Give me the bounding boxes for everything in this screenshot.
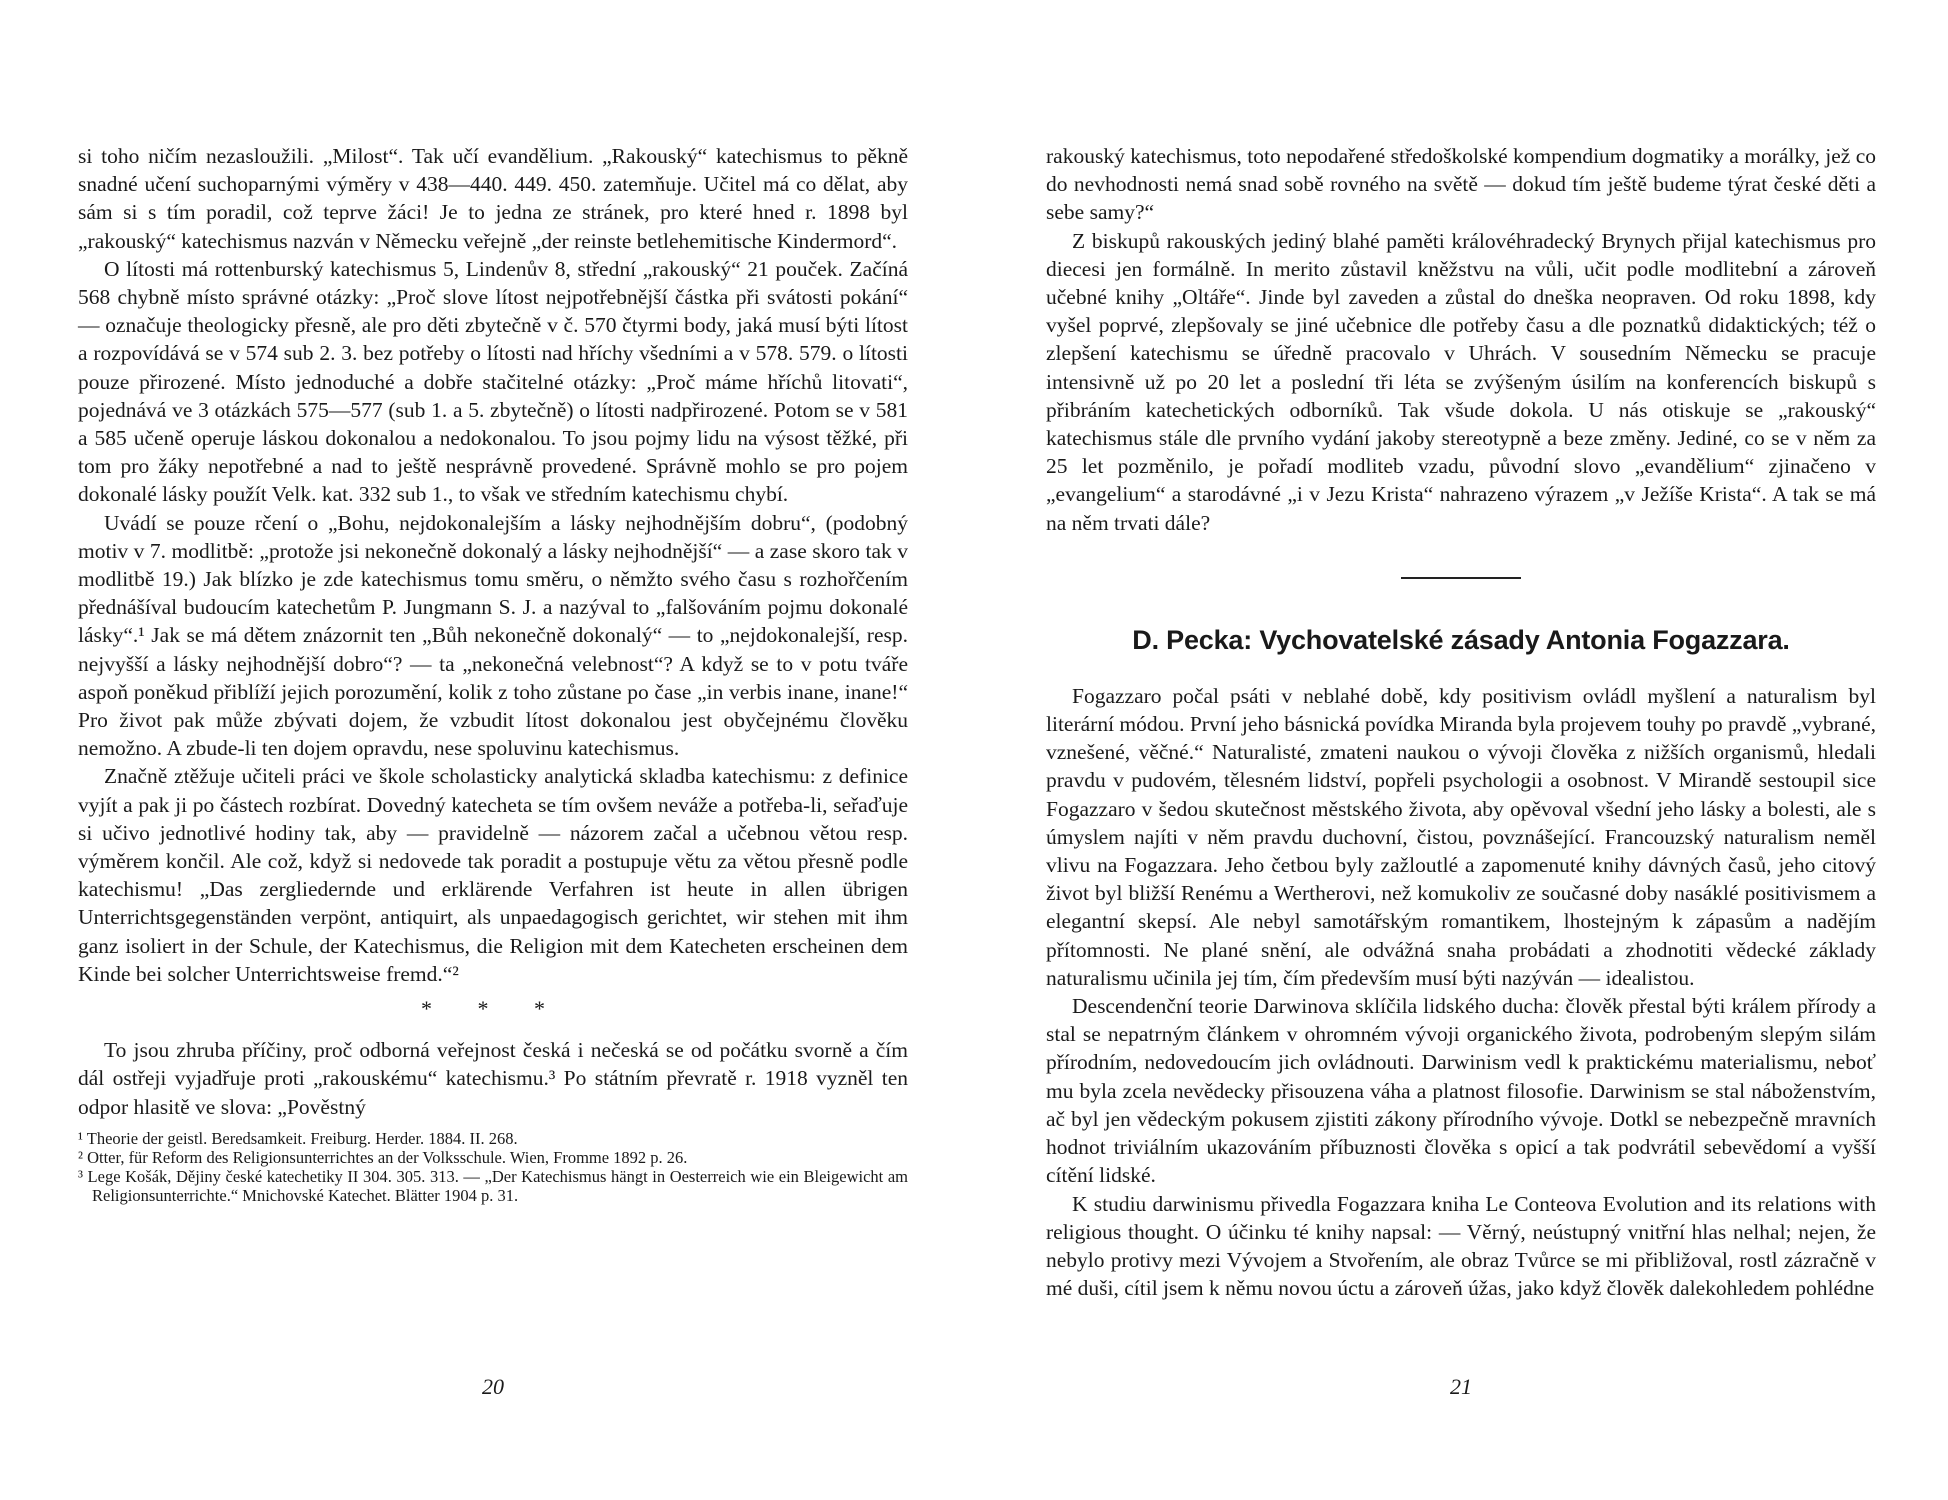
section-separator-stars: * * * [421, 996, 565, 1022]
left-paragraph-1: si toho ničím nezasloužili. „Milost“. Tak učí evandělium. „Rakouský“ katechismus to pěkně snadné učení suchoparnými výměry v 438—440. 449. 450. zatemňuje. Učitel má co dělat, aby sám si s tím poradil, což teprve žáci! Je to jedna ze stránek, pro které hned r. 1898 byl „rakouský“ katechismus nazván v Německu veřejně „der reinste betlehemitische Kindermord“. [78, 144, 908, 253]
article-title: D. Pecka: Vychovatelské zásady Antonia Fogazzara. [1132, 624, 1790, 655]
right-paragraph-5: K studiu darwinismu přivedla Fogazzara kniha Le Conteova Evolution and its relations with religious thought. O účinku té knihy napsal: — Věrný, neústupný vnitřní hlas nelhal; nejen, že nebylo protivy mezi Vývojem a Stvořením, ale obraz Tvůrce se mi přibližoval, rostl zázračně v mé duši, cítil jsem k němu novou úctu a zároveň úžas, jako když člověk dalekohledem pohlédne [1046, 1191, 1876, 1301]
right-paragraph-2: Z biskupů rakouských jediný blahé paměti královéhradecký Brynych přijal katechismus pro diecesi jen formálně. In merito zůstavil kněžstvu na vůli, učit podle modlitební a zároveň učebné knihy „Oltáře“. Jinde byl zaveden a zůstal do dneška neopraven. Od roku 1898, kdy vyšel poprvé, zlepšovaly se jiné učebnice dle potřeby času a dle poznatků didaktických; též o zlepšení katechismu se úředně pracovalo v Uhrách. V sousedním Německu se pracuje intensivně už po 20 let a poslední tři léta se zvýšeným úsilím na konferencích biskupů s přibráním katechetických odborníků. Tak všude dokola. U nás otiskuje se „rakouský“ katechismus stále dle prvního vydání jakoby stereotypně a beze změny. Jediné, co se v něm za 25 let pozměnilo, je pořadí modliteb vzadu, původní slovo „evandělium“ zjinačeno v „evangelium“ a starodávné „i v Jezu Krista“ nahrazeno výrazem „v Ježíše Krista“. A tak se má na něm trvati dále? [1046, 228, 1876, 535]
right-paragraph-4: Descendenční teorie Darwinova sklíčila lidského ducha: člověk přestal býti králem přírody a stal se nepatrným článkem v ohromném vývoji organického života, podrobeným slepým silám přírodním, nedovedoucím jich ovládnouti. Darwinism vedl k praktickému materialismu, neboť mu byla zcela nevědecky přisouzena váha a platnost filosofie. Darwinism se stal náboženstvím, ač byl jen vědeckým pokusem zjistiti zákony přírodního vývoje. Dotkl se nebezpečně mravních hodnot triviálním ukazováním příbuznosti člověka s opicí a tak podvrátil sebevědomí a vyšší cítění lidské. [1046, 994, 1876, 1188]
footnote-3: ³ Lege Košák, Dějiny české katechetiky II 304. 305. 313. — „Der Katechismus hängt in Oesterreich wie ein Bleigewicht am Religionsunterrichte.“ Mnichovské Katechet. Blätter 1904 p. 31. [78, 1166, 908, 1205]
right-paragraph-3: Fogazzaro počal psáti v neblahé době, kdy positivism ovládl myšlení a naturalism byl literární módou. První jeho básnická povídka Miranda byla projevem touhy po pravdě „vybrané, vznešené, věčné.“ Naturalisté, zmateni naukou o vývoji člověka z nižších organismů, hledali pravdu v pudovém, tělesném lidství, popřeli psychologii a osobnost. V Mirandě sestoupil sice Fogazzaro v šedou skutečnost městského života, aby opěvoval všední jeho lásky a bolesti, ale s úmyslem najíti v něm pravdu duchovní, čistou, povznášející. Francouzský naturalism neměl vlivu na Fogazzara. Jeho četbou byly zažloutlé a zapomenuté knihy dávných časů, jeho citový život byl bližší Renému a Wertherovi, než komukoliv ze současné doby nasáklé positivismem a elegantní skepsí. Ale nebyl samotářským romantikem, lhostejným k zápasům a nadějím přítomnosti. Ne plané snění, ale odvážná snaha probádati a zhodnotiti vědecké základy naturalismu učinila jej tím, čím především musí býti nazýván — idealistou. [1046, 683, 1876, 990]
footnote-2: ² Otter, für Reform des Religionsunterrichtes an der Volksschule. Wien, Fromme 1892 p. 26. [78, 1147, 688, 1167]
right-page [1046, 142, 1876, 1412]
page-number-left: 20 [482, 1374, 504, 1399]
left-paragraph-4: Značně ztěžuje učiteli práci ve škole scholasticky analytická skladba katechismu: z definice vyjít a pak ji po částech rozbírat. Dovedný katecheta se tím ovšem neváže a potřeba-li, seřaďuje si učivo jednotlivé hodiny tak, aby — pravidelně — názorem začal a učebnou větou resp. výměrem končil. Ale což, když si nedovede tak poradit a postupuje větu za větou přesně podle katechismu! „Das zergliedernde und erklärende Verfahren ist heute in allen übrigen Unterrichtsgegenständen verpönt, antiquirt, als unpaedagogisch gerichtet, wir stehen mit ihm ganz isoliert in der Schule, der Katechismus, die Religion mit dem Katecheten erscheinen dem Kinde bei solcher Unterrichtsweise fremd.“² [78, 764, 908, 986]
page-number-right: 21 [1450, 1374, 1472, 1399]
footnotes [78, 1129, 908, 1205]
left-page [78, 142, 908, 1412]
left-paragraph-5: To jsou zhruba příčiny, proč odborná veřejnost česká i nečeská se od počátku svorně a čím dál ostřeji vyjadřuje proti „rakouskému“ katechismu.³ Po státním převratě r. 1918 vyzněl ten odpor hlasitě ve slova: „Pověstný [78, 1038, 908, 1119]
footnote-1: ¹ Theorie der geistl. Beredsamkeit. Freiburg. Herder. 1884. II. 268. [78, 1128, 518, 1148]
section-divider-rule [1401, 577, 1521, 579]
left-paragraph-3: Uvádí se pouze rčení o „Bohu, nejdokonalejším a lásky nejhodnějším dobru“, (podobný motiv v 7. modlitbě: „protože jsi nekonečně dokonalý a lásky nejhodnější“ — a zase skoro tak v modlitbě 19.) Jak blízko je zde katechismus tomu směru, o němžto svého času s rozhořčením přednášíval budoucím katechetům P. Jungmann S. J. a nazýval to „falšováním pojmu dokonalé lásky“.¹ Jak se má dětem znázornit ten „Bůh nekonečně dokonalý“ — to „nejdokonalejší, resp. nejvyšší a lásky nejhodnější dobro“? — ta „nekonečná velebnost“? A když se to v potu tváře aspoň poněkud přiblíží jejich porozumění, kolik z toho zůstane po čase „in verbis inane, inane!“ Pro život pak může zbývati dojem, že vzbudit lítost dokonalou jest obyčejnému člověku nemožno. A zbude-li ten dojem opravdu, nese spoluvinu katechismus. [78, 510, 908, 761]
right-paragraph-1: rakouský katechismus, toto nepodařené středoškolské kompendium dogmatiky a morálky, jež co do nevhodnosti nemá snad sobě rovného na světě — dokud tím ještě budeme týrat české děti a sebe samy?“ [1046, 144, 1876, 225]
left-paragraph-2: O lítosti má rottenburský katechismus 5, Lindenův 8, střední „rakouský“ 21 pouček. Začíná 568 chybně místo správné otázky: „Proč slove lítost nejpotřebnější částka při svátosti pokání“ — označuje theologicky přesně, ale pro děti zbytečně v č. 570 čtyrmi body, jaká musí býti lítost a rozpovídává se v 574 sub 2. 3. bez potřeby o lítosti nad hříchy všedními a v 578. 579. o lítosti pouze přirozené. Místo jednoduché a dobře stačitelné otázky: „Proč máme hříchů litovati“, pojednává ve 3 otázkách 575—577 (sub 1. a 5. zbytečně) o lítosti nadpřirozené. Potom se v 581 a 585 učeně operuje láskou dokonalou a nedokonalou. To jsou pojmy lidu na výsost těžké, při tom pro žáky nepotřebné a nad to ještě nesprávně provedené. Správně mohlo se pro pojem dokonalé lásky použít Velk. kat. 332 sub 1., to však ve středním katechismu chybí. [78, 256, 908, 507]
